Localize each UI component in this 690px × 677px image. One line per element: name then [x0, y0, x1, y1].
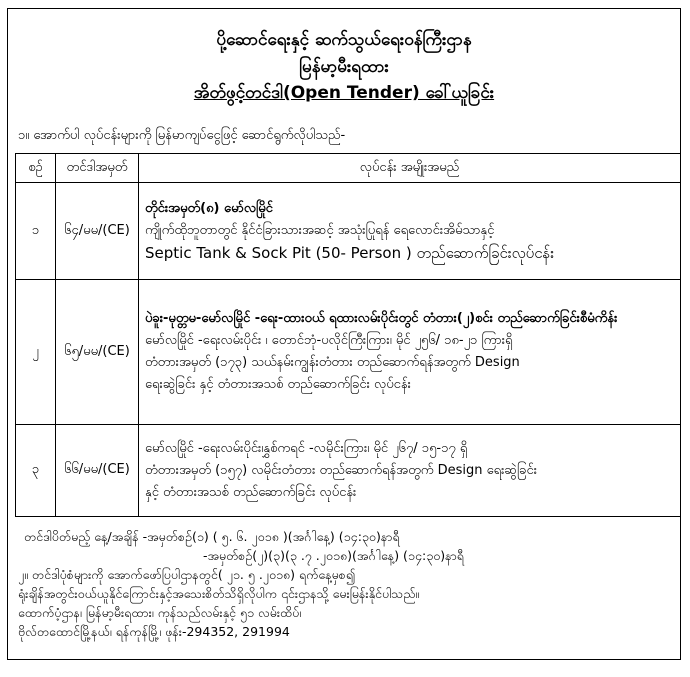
table-header-row	[16, 154, 681, 183]
row-line: တံတားအမှတ် (၁၅၇) လမိုင်းတံတား တည်ဆောက်ရန်အတွက် Design ရေးဆွဲခြင်း	[145, 462, 538, 478]
table-row	[16, 425, 681, 517]
row-no: ၂	[16, 280, 56, 425]
row-no: ၃	[16, 425, 56, 517]
row-line: မော်လမြိုင် -ရေးလမ်းပိုင်း ၊ တောင်ဘုံ-ပလိုင်ကြီးကြား၊ မိုင် ၂၅၆/ ၁၈-၂၁ ကြားရှိ	[145, 333, 513, 348]
row-line: နှင့် တံတားအသစ် တည်ဆောက်ခြင်း လုပ်ငန်း	[145, 484, 357, 500]
department-title: မြန်မာ့မီးရထား	[299, 57, 389, 77]
table-row	[16, 183, 681, 280]
header-tender: တင်ဒါအမှတ်	[56, 154, 139, 183]
tender-notice-frame	[7, 8, 681, 660]
row-tender: ၆၄/မမ/(CE)	[56, 183, 139, 280]
inquiry-note: ရုံးချိန်အတွင်းဝယ်ယူနိုင်ကြောင်းနှင့်အသေးစိတ်သိရှိလိုပါက ၎င်းဌာနသို့ မေးမြန်းနိုင်ပါသည်။	[18, 586, 420, 601]
ministry-title: ပို့ဆောင်ရေးနှင့် ဆက်သွယ်ရေးဝန်ကြီးဌာန	[216, 30, 472, 50]
closing-date-2: -အမှတ်စဉ်(၂)(၃)(၃ .၇ .၂၀၁၈)(အင်္ဂါနေ့) (၁၄:၃၀)နာရီ	[203, 548, 464, 563]
row-line: ရေးဆွဲခြင်း နှင့် တံတားအသစ် တည်ဆောက်ခြင်း လုပ်ငန်း	[145, 377, 411, 392]
header-no: စဉ်	[16, 154, 56, 183]
row-title: ပဲခူး-မုတ္တမ-မော်လမြိုင် -ရေး-ထားဝယ် ရထားလမ်းပိုင်းတွင် တံတား(၂)စင်း တည်ဆောက်ခြင်းစီမံကိန်း	[145, 311, 618, 326]
intro-text: ၁။ အောက်ပါ လုပ်ငန်းများကို မြန်မာကျပ်ငွေဖြင့် ဆောင်ရွက်လိုပါသည်-	[18, 128, 346, 143]
table-row	[16, 280, 681, 425]
purchase-note: ၂။ တင်ဒါပုံစံများကို အောက်ဖော်ပြပါဌာနတွင်( ၂၁. ၅ .၂၀၁၈) ရက်နေ့မှစ၍	[18, 567, 356, 582]
row-work	[139, 425, 681, 517]
row-tender: ၆၅/မမ/(CE)	[56, 280, 139, 425]
row-line: တံတားအမှတ် (၁၇၃) သယ်နမ်းကျွန်းတံတား တည်ဆောက်ရန်အတွက် Design	[145, 355, 520, 370]
row-work	[139, 280, 681, 425]
header-work: လုပ်ငန်း အမျိုးအမည်	[139, 154, 681, 183]
notice-title: အိတ်ဖွင့်တင်ဒါ(Open Tender) ခေါ်ယူခြင်း	[193, 83, 495, 103]
address-line-1: ထောက်ပံ့ဌာန၊ မြန်မာ့မီးရထား၊ ကုန်သည်လမ်းနှင့် ၅၁ လမ်းထိပ်၊	[18, 605, 302, 620]
row-tender: ၆၆/မမ/(CE)	[56, 425, 139, 517]
tender-table	[15, 153, 681, 517]
row-title: တိုင်းအမှတ်(၈) မော်လမြိုင်	[145, 201, 273, 216]
row-line: ကျိုက်ထိုဘူတာတွင် နိုင်ငံခြားသားအဆင့် အသုံးပြုရန် ရေလောင်းအိမ်သာနှင့်	[145, 223, 495, 238]
row-work	[139, 183, 681, 280]
row-no: ၁	[16, 183, 56, 280]
closing-date-1: တင်ဒါပိတ်မည့် နေ့/အချိန် -အမှတ်စဉ်(၁) ( ၅. ၆. ၂၀၁၈ )(အင်္ဂါနေ့) (၁၄:၃၀)နာရီ	[24, 529, 400, 544]
row-line: Septic Tank & Sock Pit (50- Person ) တည်ဆောက်ခြင်းလုပ်ငန်း	[145, 244, 555, 262]
address-line-2: ဗိုလ်တထောင်မြို့နယ်၊ ရန်ကုန်မြို့၊ ဖုန်း-294352, 291994	[18, 624, 290, 639]
row-line: မော်လမြိုင် -ရေးလမ်းပိုင်း၊နွှစ်ကရင် -လမိုင်းကြား၊ မိုင် ၂၆၇/ ၁၅-၁၇ ရှိ	[145, 440, 468, 456]
